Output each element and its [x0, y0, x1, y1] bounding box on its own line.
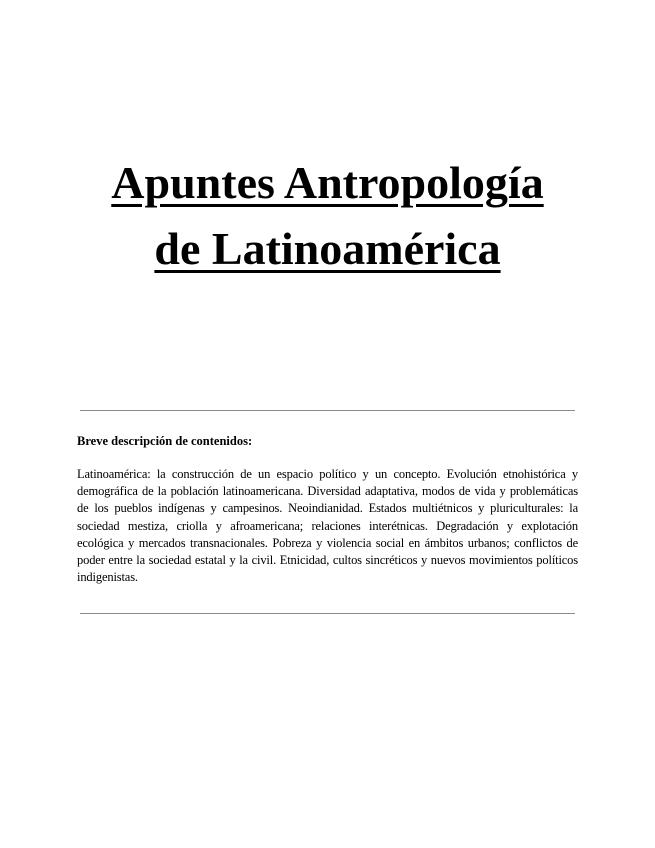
section-heading: Breve descripción de contenidos: — [77, 434, 253, 448]
top-divider — [80, 410, 575, 411]
bottom-divider — [80, 613, 575, 614]
page-title-line-1: Apuntes Antropología — [111, 157, 544, 208]
page-title — [40, 150, 615, 282]
section-body: Latinoamérica: la construcción de un espacio político y un concepto. Evolución etnohistórica y demográfica de la población latinoamericana. Diversidad adaptativa, modos de vida y problemáticas de los pueblos indígenas y campesinos. Neoindianidad. Estados multiétnicos y pluriculturales: la sociedad mestiza, criolla y afroamericana; relaciones interétnicas. Degradación y explotación ecológica y mercados transnacionales. Pobreza y violencia social en ámbitos urbanos; conflictos de poder entre la sociedad estatal y la civil. Etnicidad, cultos sincréticos y nuevos movimientos políticos indigenistas. — [77, 467, 578, 585]
page-title-line-2: de Latinoamérica — [154, 223, 501, 274]
